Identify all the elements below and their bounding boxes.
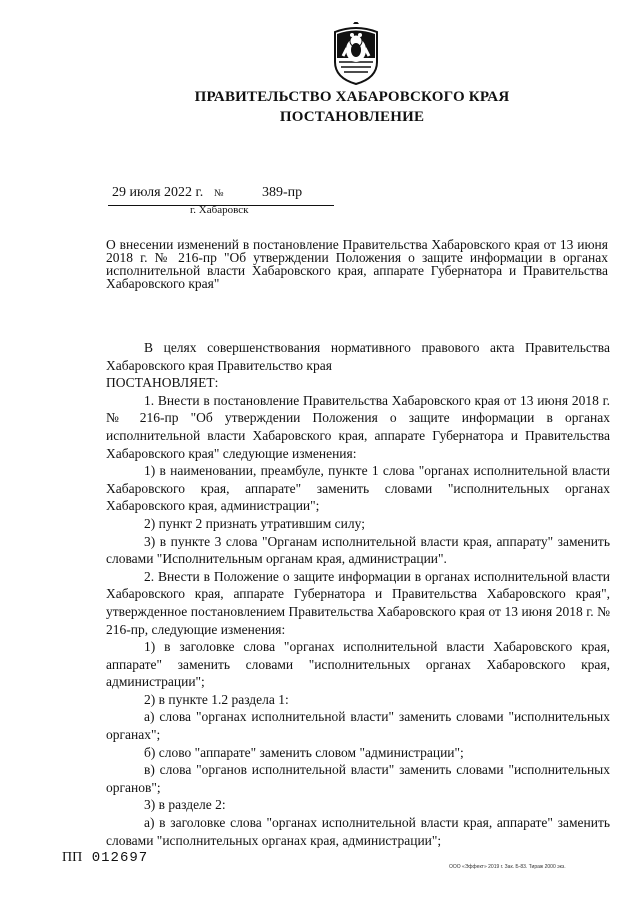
body-paragraph: 1) в заголовке слова "органах исполнительной власти Хабаровского края, аппарате" заменить словами "исполнительных органах Хабаровского края, администрации"; <box>106 639 610 690</box>
form-serial-number: 012697 <box>91 850 149 866</box>
form-label: ПП <box>62 850 83 865</box>
document-date: 29 июля 2022 г. <box>112 185 204 200</box>
body-paragraph: 2) пункт 2 признать утратившим силу; <box>144 515 365 531</box>
organization-title: ПРАВИТЕЛЬСТВО ХАБАРОВСКОГО КРАЯ <box>194 89 510 105</box>
body-paragraph: 2. Внести в Положение о защите информации в органах исполнительной власти Хабаровского края, аппарате Губернатора и Правительства Хабаровского края", утвержденное постановлением Правительства Хабаровского края от 13 июня 2018 г. № 216-пр, следующие изменения: <box>106 568 610 637</box>
body-paragraph: 3) в пункте 3 слова "Органам исполнительной власти края, аппарату" заменить словами "Исполнительным органам края, администрации". <box>106 533 610 567</box>
body-paragraph: 1. Внести в постановление Правительства Хабаровского края от 13 июня 2018 г. № 216-пр "Об утверждении Положения о защите информации в органах исполнительной власти Хабаровского края, аппарате Губернатора и Правительства Хабаровского края" следующие изменения: <box>106 392 610 461</box>
printer-imprint: ООО «Эффект» 2019 г. Зак. Б-83. Тираж 2000 экз. <box>449 864 566 870</box>
body-paragraph: а) слова "органах исполнительной власти" заменить словами "исполнительных органах"; <box>106 709 610 743</box>
decree-word: ПОСТАНОВЛЯЕТ: <box>106 375 219 391</box>
body-paragraph: б) слово "аппарате" заменить словом "администрации"; <box>144 744 464 760</box>
coat-of-arms-emblem <box>331 22 381 86</box>
body-paragraph: 3) в разделе 2: <box>144 797 226 813</box>
body-paragraph: а) в заголовке слова "органах исполнительной власти края, аппарате" заменить словами "исполнительных органах края, администрации"; <box>106 815 610 848</box>
document-number: 389-пр <box>262 185 303 200</box>
document-type-title: ПОСТАНОВЛЕНИЕ <box>279 109 425 125</box>
body-paragraph: 1) в наименовании, преамбуле, пункте 1 слова "органах исполнительной власти Хабаровского края, аппарате" заменить словами "исполнительных органах Хабаровского края, администрации"; <box>106 463 610 514</box>
intro-paragraph: В целях совершенствования нормативного правового акта Правительства Хабаровского края Правительство края <box>106 340 610 373</box>
date-number-line <box>108 185 334 206</box>
form-serial <box>62 850 148 866</box>
document-subject: О внесении изменений в постановление Правительства Хабаровского края от 13 июня 2018 г. № 216-пр "Об утверждении Положения о защите информации в органах исполнительной власти Хабаровского края, аппарате Губернатора и Правительства Хабаровского края" <box>106 237 608 291</box>
document-city: г. Хабаровск <box>190 204 249 216</box>
document-body <box>106 339 610 849</box>
body-paragraph: в) слова "органов исполнительной власти" заменить словами "исполнительных органов"; <box>106 762 610 795</box>
body-paragraph: 2) в пункте 1.2 раздела 1: <box>144 691 289 707</box>
number-sign: № <box>214 188 224 199</box>
